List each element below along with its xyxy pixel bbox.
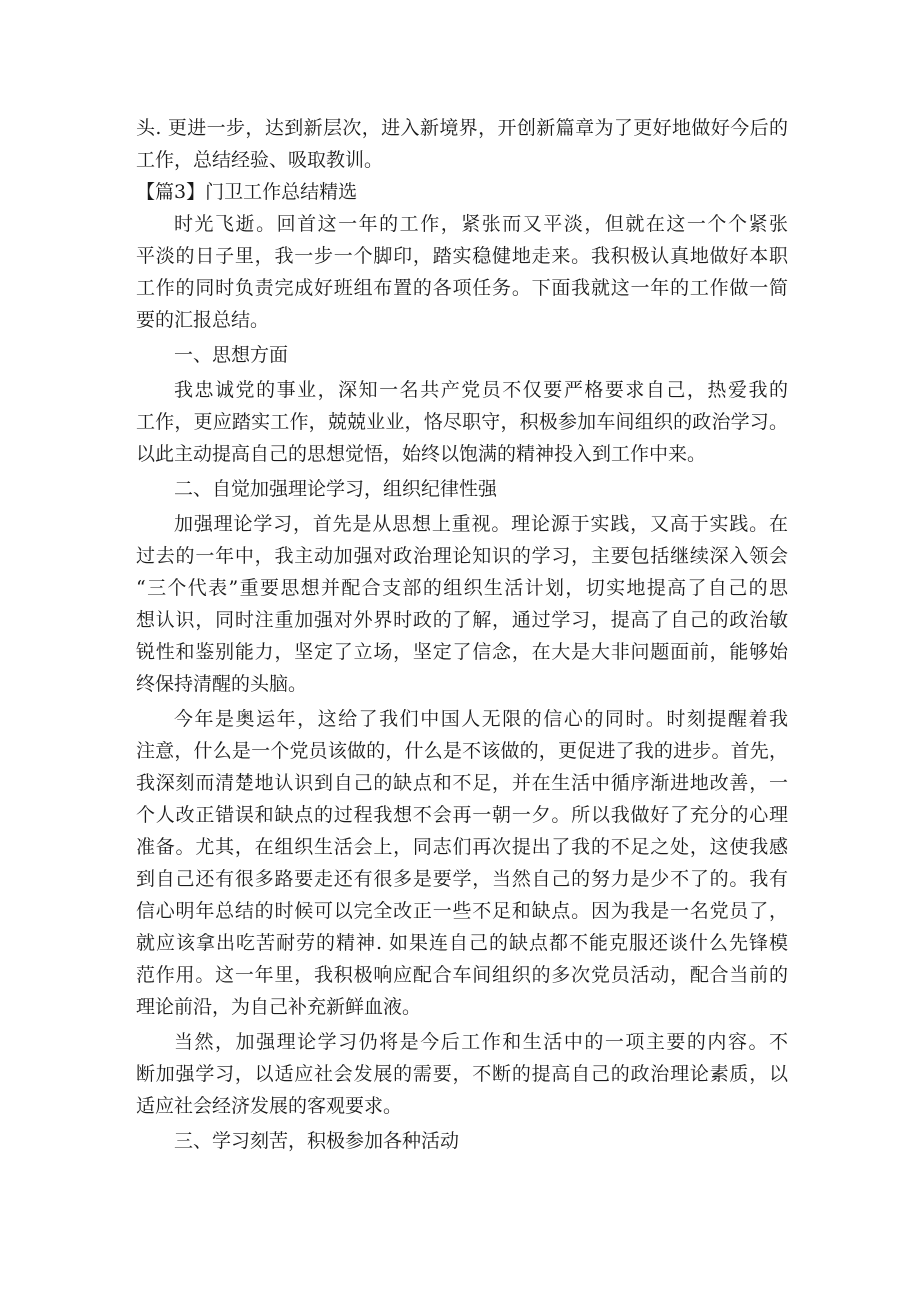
text-line: 适应社会经济发展的客观要求。 <box>136 1095 403 1117</box>
text-line: 当然，加强理论学习仍将是今后工作和生活中的一项主要的内容。不 <box>174 1031 788 1053</box>
text-line: 要的汇报总结。 <box>136 309 270 331</box>
text-line: 个人改正错误和缺点的过程我想不会再一朝一夕。所以我做好了充分的心理 <box>136 804 788 826</box>
heading-text: 二、自觉加强理论学习，组织纪律性强 <box>174 478 498 500</box>
text-line: 想认识，同时注重加强对外界时政的了解，通过学习，提高了自己的政治敏 <box>136 609 788 631</box>
opening-paragraph <box>136 208 788 336</box>
text-line: 头. 更进一步，达到新层次，进入新境界，开创新篇章为了更好地做好今后的 <box>136 117 788 139</box>
heading-study-activities <box>136 1125 788 1157</box>
text-line: 信心明年总结的时候可以完全改正一些不足和缺点。因为我是一名党员了， <box>136 900 788 922</box>
text-line: 平淡的日子里，我一步一个脚印，踏实稳健地走来。我积极认真地做好本职 <box>136 245 788 267</box>
text-line: 锐性和鉴别能力，坚定了立场，坚定了信念，在大是大非问题面前，能够始 <box>136 641 788 663</box>
text-line: 注意，什么是一个党员该做的，什么是不该做的，更促进了我的进步。首先， <box>136 740 788 762</box>
paragraph-thought <box>136 374 788 470</box>
text-line: 工作的同时负责完成好班组布置的各项任务。下面我就这一年的工作做一简 <box>136 277 788 299</box>
document-page <box>136 112 788 1157</box>
text-line: 过去的一年中，我主动加强对政治理论知识的学习，主要包括继续深入领会 <box>136 545 788 567</box>
text-line: 理论前沿，为自己补充新鲜血液。 <box>136 996 422 1018</box>
text-line: 今年是奥运年，这给了我们中国人无限的信心的同时。时刻提醒着我 <box>174 708 788 730</box>
text-line: 准备。尤其，在组织生活会上，同志们再次提出了我的不足之处，这使我感 <box>136 836 788 858</box>
text-line: 我深刻而清楚地认识到自己的缺点和不足，并在生活中循序渐进地改善，一 <box>136 772 788 794</box>
paragraph-continued-study <box>136 1026 788 1122</box>
text-line: 以此主动提高自己的思想觉悟，始终以饱满的精神投入到工作中来。 <box>136 443 707 465</box>
text-line: 工作，总结经验、吸取教训。 <box>136 149 384 171</box>
text-line: “三个代表”重要思想并配合支部的组织生活计划，切实地提高了自己的思 <box>136 577 788 599</box>
section-title <box>136 176 788 208</box>
text-line: 范作用。这一年里，我积极响应配合车间组织的多次党员活动，配合当前的 <box>136 964 788 986</box>
text-line: 时光飞逝。回首这一年的工作，紧张而又平淡，但就在这一个个紧张 <box>174 213 788 235</box>
heading-text: 三、学习刻苦，积极参加各种活动 <box>174 1130 460 1152</box>
heading-thought <box>136 339 788 371</box>
text-line: 工作，更应踏实工作，兢兢业业，恪尽职守，积极参加车间组织的政治学习。 <box>136 411 788 433</box>
text-line: 到自己还有很多路要走还有很多是要学，当然自己的努力是少不了的。我有 <box>136 868 788 890</box>
heading-theory <box>136 473 788 505</box>
section-title-text: 【篇3】门卫工作总结精选 <box>136 181 358 203</box>
text-line: 断加强学习，以适应社会发展的需要，不断的提高自己的政治理论素质，以 <box>136 1063 788 1085</box>
text-line: 就应该拿出吃苦耐劳的精神. 如果连自己的缺点都不能克服还谈什么先锋模 <box>136 932 788 954</box>
paragraph-olympic-year <box>136 703 788 1023</box>
text-line: 我忠诚党的事业，深知一名共产党员不仅要严格要求自己，热爱我的 <box>174 379 788 401</box>
text-line: 加强理论学习，首先是从思想上重视。理论源于实践，又高于实践。在 <box>174 513 788 535</box>
heading-text: 一、思想方面 <box>174 344 289 366</box>
paragraph-theory <box>136 508 788 700</box>
text-line: 终保持清醒的头脑。 <box>136 673 308 695</box>
intro-paragraph <box>136 112 788 176</box>
